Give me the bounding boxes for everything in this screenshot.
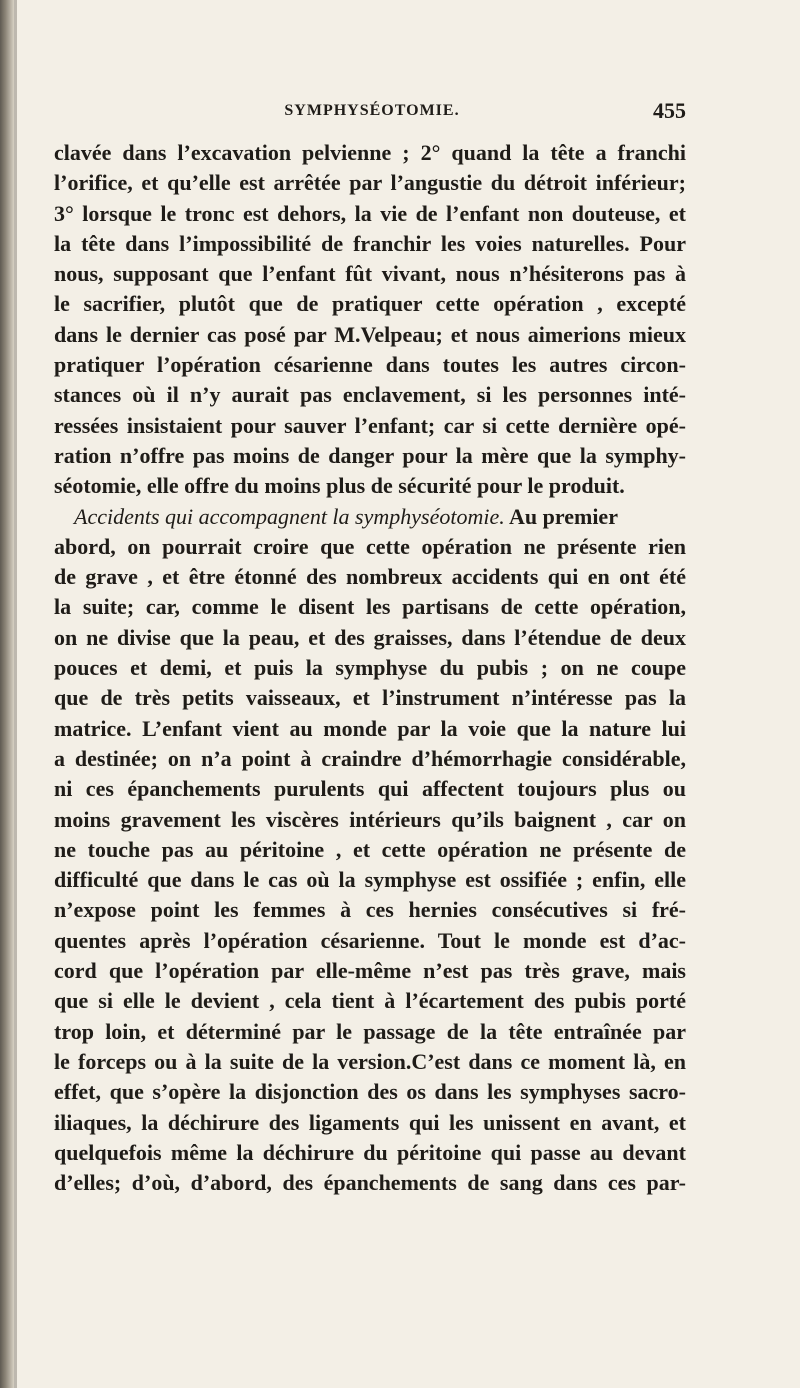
text-line: cord que l’opération par elle-même n’est pas très grave, mais xyxy=(54,958,686,984)
page-number: 455 xyxy=(653,98,686,123)
text-line: difficulté que dans le cas où la symphyse est ossifiée ; enfin, elle xyxy=(54,867,686,893)
running-head xyxy=(58,98,686,128)
text-line: pratiquer l’opération césarienne dans toutes les autres circon- xyxy=(54,352,686,378)
text-line: quentes après l’opération césarienne. Tout le monde est d’ac- xyxy=(54,927,686,953)
text-line: ration n’offre pas moins de danger pour la mère que la symphy- xyxy=(54,442,686,468)
text-line: effet, que s’opère la disjonction des os dans les symphyses sacro- xyxy=(54,1079,686,1105)
text-line: ne touche pas au péritoine , et cette opération ne présente de xyxy=(54,836,686,862)
text-line: matrice. L’enfant vient au monde par la voie que la nature lui xyxy=(54,715,686,741)
section-heading-italic: Accidents qui accompagnent la symphyséotomie. xyxy=(74,503,505,529)
text-line: ni ces épanchements purulents qui affectent toujours plus ou xyxy=(54,776,686,802)
text-line: clavée dans l’excavation pelvienne ; 2° quand la tête a franchi xyxy=(54,140,686,165)
text-line: l’orifice, et qu’elle est arrêtée par l’angustie du détroit inférieur; xyxy=(54,170,686,196)
text-line: la tête dans l’impossibilité de franchir les voies naturelles. Pour xyxy=(54,230,686,256)
text-line: séotomie, elle offre du moins plus de sécurité pour le produit. xyxy=(54,473,625,499)
body-text xyxy=(54,138,686,1198)
text-line: iliaques, la déchirure des ligaments qui les unissent en avant, et xyxy=(54,1109,686,1135)
text-line: la suite; car, comme le disent les partisans de cette opération, xyxy=(54,594,686,620)
text-line: le sacrifier, plutôt que de pratiquer cette opération , excepté xyxy=(54,291,686,317)
text-line: abord, on pourrait croire que cette opération ne présente rien xyxy=(54,533,686,559)
text-line: d’elles; d’où, d’abord, des épanchements de sang dans ces par- xyxy=(54,1170,686,1196)
text-line: stances où il n’y aurait pas enclavement, si les personnes inté- xyxy=(54,382,686,408)
text-line: n’expose point les femmes à ces hernies consécutives si fré- xyxy=(54,897,686,923)
text-line: nous, supposant que l’enfant fût vivant, nous n’hésiterons pas à xyxy=(54,261,686,287)
text-line: moins gravement les viscères intérieurs qu’ils baignent , car on xyxy=(54,806,686,832)
text-line: trop loin, et déterminé par le passage de la tête entraînée par xyxy=(54,1018,686,1044)
section-heading-tail: Au premier xyxy=(504,503,618,529)
text-line: pouces et demi, et puis la symphyse du pubis ; on ne coupe xyxy=(54,655,686,681)
text-line: quelquefois même la déchirure du péritoine qui passe au devant xyxy=(54,1139,686,1165)
running-title: SYMPHYSÉOTOMIE. xyxy=(284,102,460,119)
text-line: dans le dernier cas posé par M.Velpeau; et nous aimerions mieux xyxy=(54,321,686,347)
text-line: que si elle le devient , cela tient à l’écartement des pubis porté xyxy=(54,988,686,1014)
text-line: de grave , et être étonné des nombreux accidents qui en ont été xyxy=(54,564,686,590)
text-line: 3° lorsque le tronc est dehors, la vie de l’enfant non douteuse, et xyxy=(54,200,686,226)
text-line: le forceps ou à la suite de la version.C’est dans ce moment là, en xyxy=(54,1048,686,1074)
text-line: que de très petits vaisseaux, et l’instrument n’intéresse pas la xyxy=(54,685,686,711)
text-line: a destinée; on n’a point à craindre d’hémorrhagie considérable, xyxy=(54,745,686,771)
section-heading-line xyxy=(54,502,686,532)
text-line: on ne divise que la peau, et des graisses, dans l’étendue de deux xyxy=(54,624,686,650)
text-line: ressées insistaient pour sauver l’enfant; car si cette dernière opé- xyxy=(54,412,686,438)
